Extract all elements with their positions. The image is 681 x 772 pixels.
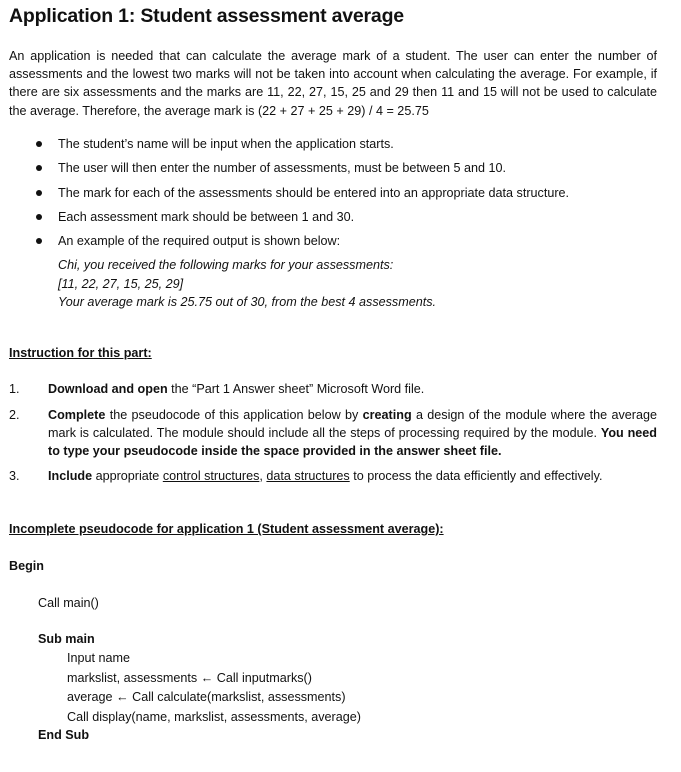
step-1: 1. Download and open the “Part 1 Answer sheet” Microsoft Word file. bbox=[9, 382, 425, 396]
control-structures-term: control structures bbox=[162, 469, 260, 483]
bullet-icon bbox=[36, 214, 42, 220]
begin-keyword: Begin bbox=[9, 559, 44, 573]
list-item: Each assessment mark should be between 1 and 30. bbox=[32, 208, 662, 232]
bullet-icon bbox=[36, 190, 42, 196]
example-output bbox=[58, 256, 436, 312]
intro-paragraph: An application is needed that can calculate the average mark of a student. The user can enter the number of assessments and the lowest two marks will not be taken into account when calculating the average. For example, if there are six assessments and the marks are 11, 22, 27, 15, 25 and 29 then 11 and 15 will not be used to calculate the average. Therefore, the average mark is (22 + 27 + 25 + 29) / 4 = 25.75 bbox=[9, 49, 657, 118]
bullet-icon bbox=[36, 238, 42, 244]
example-line: Your average mark is 25.75 out of 30, from the best 4 assessments. bbox=[58, 295, 437, 309]
page-title: Application 1: Student assessment average bbox=[9, 5, 404, 27]
code-line: average ← Call calculate(markslist, assessments) bbox=[67, 690, 346, 704]
instruction-steps bbox=[9, 380, 657, 485]
list-item: The student’s name will be input when the application starts. bbox=[32, 135, 662, 159]
step-3: 3. Include appropriate control structures, data structures to process the data efficiently and effectively. bbox=[9, 469, 603, 483]
sub-main-keyword: Sub main bbox=[38, 632, 95, 646]
bullet-icon bbox=[36, 141, 42, 147]
list-item: The user will then enter the number of assessments, must be between 5 and 10. bbox=[32, 159, 662, 183]
code-line: Input name bbox=[67, 651, 131, 665]
pseudocode-heading: Incomplete pseudocode for application 1 (Student assessment average): bbox=[9, 522, 444, 536]
bullet-icon bbox=[36, 165, 42, 171]
code-line: markslist, assessments ← Call inputmarks() bbox=[67, 671, 312, 685]
list-item: The mark for each of the assessments should be entered into an appropriate data structure. bbox=[32, 184, 662, 208]
end-sub-keyword: End Sub bbox=[38, 728, 90, 742]
code-line: Call display(name, markslist, assessments, average) bbox=[67, 710, 361, 724]
call-main-line: Call main() bbox=[38, 596, 99, 610]
example-line: Chi, you received the following marks for your assessments: bbox=[58, 258, 394, 272]
list-item: An example of the required output is shown below: bbox=[32, 232, 662, 256]
example-line: [11, 22, 27, 15, 25, 29] bbox=[58, 276, 184, 291]
step-2: 2. Complete the pseudocode of this application below by creating a design of the module where the average mark is calculated. The module should include all the steps of processing required by the module. You need to type your pseudocode inside the space provided in the answer sheet file. bbox=[9, 408, 657, 459]
instructions-heading: Instruction for this part: bbox=[9, 346, 152, 360]
requirements-list bbox=[32, 135, 662, 256]
data-structures-term: data structures bbox=[266, 469, 350, 483]
